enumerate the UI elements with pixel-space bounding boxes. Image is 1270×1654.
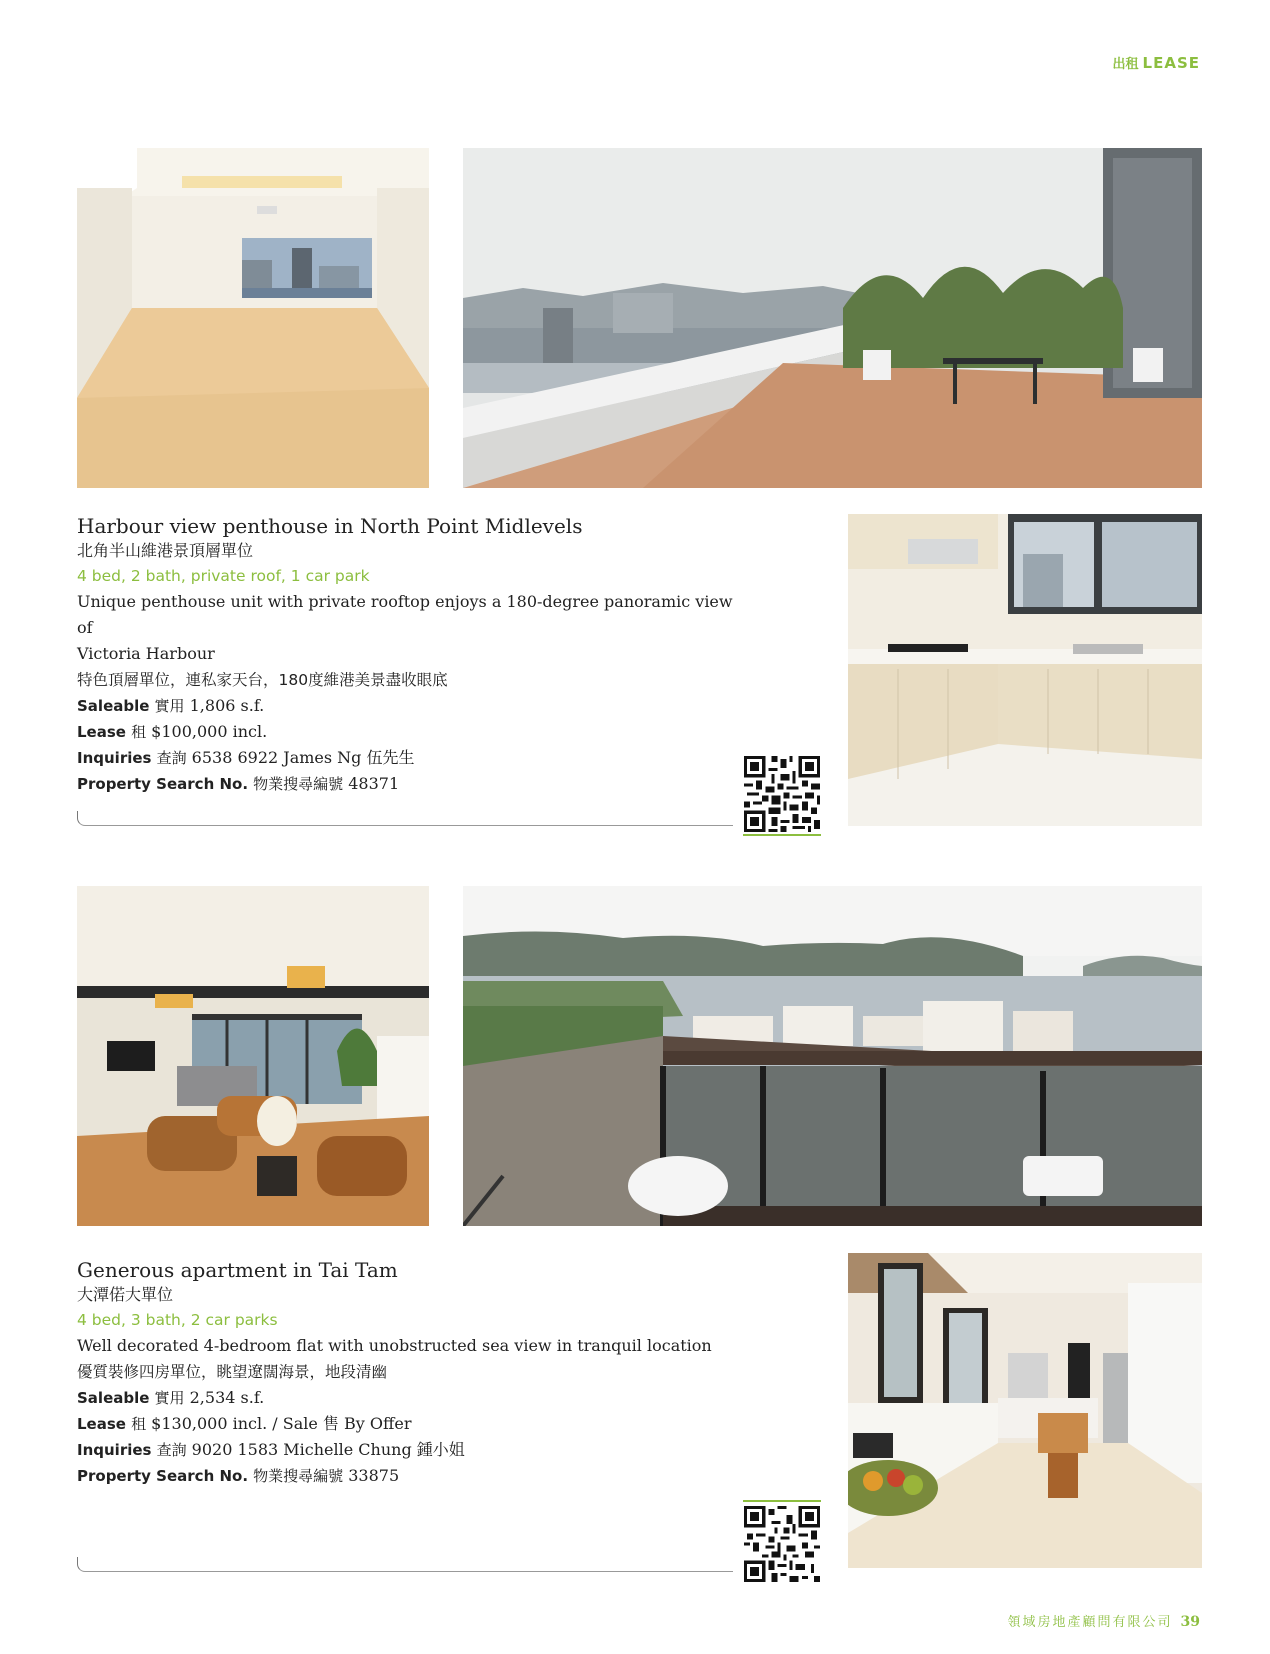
section-tag-en: LEASE bbox=[1142, 54, 1200, 72]
listing-1-kitchen-photo bbox=[848, 514, 1202, 826]
listing-2-sea-view-photo bbox=[463, 886, 1202, 1226]
listing-2-living-room-photo bbox=[77, 886, 429, 1226]
listing-1-rooftop-photo bbox=[463, 148, 1202, 488]
listing-1-details bbox=[77, 513, 737, 797]
section-tag-zh: 出租 bbox=[1112, 57, 1139, 72]
footer-company-name: 領域房地產顧問有限公司 bbox=[1007, 1615, 1173, 1630]
listing-2-lease: Lease 租 $130,000 incl. / Sale 售 By Offer bbox=[77, 1414, 412, 1433]
listing-1-inquiries: Inquiries 查詢 6538 6922 James Ng 伍先生 bbox=[77, 748, 415, 767]
listing-1-qr-underline bbox=[743, 834, 821, 836]
section-tag bbox=[1113, 53, 1200, 72]
listing-1-property-search: Property Search No. 物業搜尋編號 48371 bbox=[77, 774, 400, 793]
listing-2-description-zh: 優質裝修四房單位，眺望遼闊海景，地段清幽 bbox=[77, 1363, 388, 1381]
page-footer bbox=[1008, 1611, 1201, 1630]
listing-2-saleable: Saleable 實用 2,534 s.f. bbox=[77, 1388, 265, 1407]
listing-2-inquiries: Inquiries 查詢 9020 1583 Michelle Chung 鍾小姐 bbox=[77, 1440, 465, 1459]
listing-1-specs: 4 bed, 2 bath, private roof, 1 car park bbox=[77, 567, 370, 585]
listing-2-kitchen-photo bbox=[848, 1253, 1202, 1568]
listing-1-living-room-photo bbox=[77, 148, 429, 488]
listing-2-description: Well decorated 4-bedroom flat with unobstructed sea view in tranquil location bbox=[77, 1336, 712, 1355]
listing-2-specs: 4 bed, 3 bath, 2 car parks bbox=[77, 1311, 278, 1329]
listing-2-divider bbox=[77, 1557, 733, 1572]
page-number: 39 bbox=[1180, 1614, 1200, 1630]
listing-1-lease: Lease 租 $100,000 incl. bbox=[77, 722, 268, 741]
listing-1-qr-code[interactable] bbox=[744, 756, 820, 832]
listing-1-title-zh: 北角半山維港景頂層單位 bbox=[77, 541, 254, 560]
listing-1-description-zh: 特色頂層單位，連私家天台，180度維港美景盡收眼底 bbox=[77, 671, 448, 689]
listing-2-qr-code[interactable] bbox=[744, 1506, 820, 1582]
listing-1-saleable: Saleable 實用 1,806 s.f. bbox=[77, 696, 265, 715]
listing-1-title: Harbour view penthouse in North Point Midlevels bbox=[77, 514, 583, 538]
listing-2-property-search: Property Search No. 物業搜尋編號 33875 bbox=[77, 1466, 400, 1485]
listing-2-qr-underline bbox=[743, 1500, 821, 1502]
listing-1-divider bbox=[77, 811, 733, 826]
listing-1-description-line-2: Victoria Harbour bbox=[77, 644, 215, 663]
listing-1-description bbox=[77, 589, 737, 667]
listing-2-title-zh: 大潭偌大單位 bbox=[77, 1285, 174, 1304]
listing-2-details bbox=[77, 1257, 737, 1489]
listing-1-description-line-1: Unique penthouse unit with private rooftop enjoys a 180-degree panoramic view of bbox=[77, 592, 733, 637]
listing-2-title: Generous apartment in Tai Tam bbox=[77, 1258, 398, 1282]
